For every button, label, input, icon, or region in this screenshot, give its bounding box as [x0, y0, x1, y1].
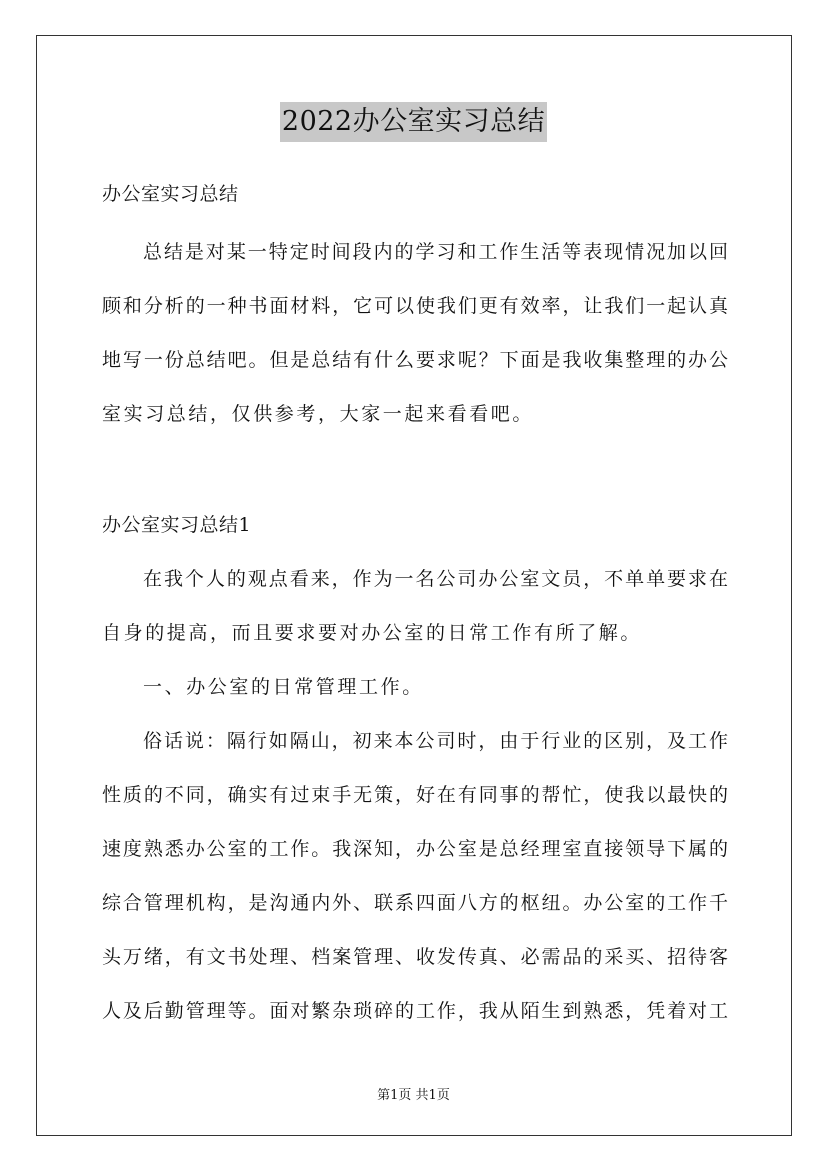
intro-line-2: 顾和分析的一种书面材料，它可以使我们更有效率，让我们一起认真: [102, 295, 728, 317]
intro-line-1: 总结是对某一特定时间段内的学习和工作生活等表现情况加以回: [143, 241, 728, 263]
para2-line-4: 综合管理机构，是沟通内外、联系四面八方的枢纽。办公室的工作千: [102, 892, 728, 914]
para1-line-2: 自身的提高，而且要求要对办公室的日常工作有所了解。: [102, 622, 643, 644]
para2-line-1: 俗话说：隔行如隔山，初来本公司时，由于行业的区别，及工作: [143, 730, 728, 752]
title-wrap: [0, 102, 827, 142]
para2-line-3: 速度熟悉办公室的工作。我深知，办公室是总经理室直接领导下属的: [102, 838, 728, 860]
para1-line-1: 在我个人的观点看来，作为一名公司办公室文员，不单单要求在: [143, 568, 728, 590]
intro-line-3: 地写一份总结吧。但是总结有什么要求呢？下面是我收集整理的办公: [102, 349, 728, 371]
subheading-1: 一、办公室的日常管理工作。: [143, 676, 424, 698]
para2-line-2: 性质的不同，确实有过束手无策，好在有同事的帮忙，使我以最快的: [102, 784, 728, 806]
document-title: 2022办公室实习总结: [280, 102, 547, 142]
intro-line-4: 室实习总结，仅供参考，大家一起来看看吧。: [102, 403, 535, 425]
heading-main: 办公室实习总结: [102, 183, 239, 205]
para2-line-5: 头万绪，有文书处理、档案管理、收发传真、必需品的采买、招待客: [102, 946, 728, 968]
document-body: [102, 175, 728, 1031]
heading-section-1: 办公室实习总结1: [102, 514, 252, 536]
page-footer: 第1页 共1页: [377, 1088, 450, 1103]
para2-line-6: 人及后勤管理等。面对繁杂琐碎的工作，我从陌生到熟悉，凭着对工: [102, 1000, 728, 1022]
